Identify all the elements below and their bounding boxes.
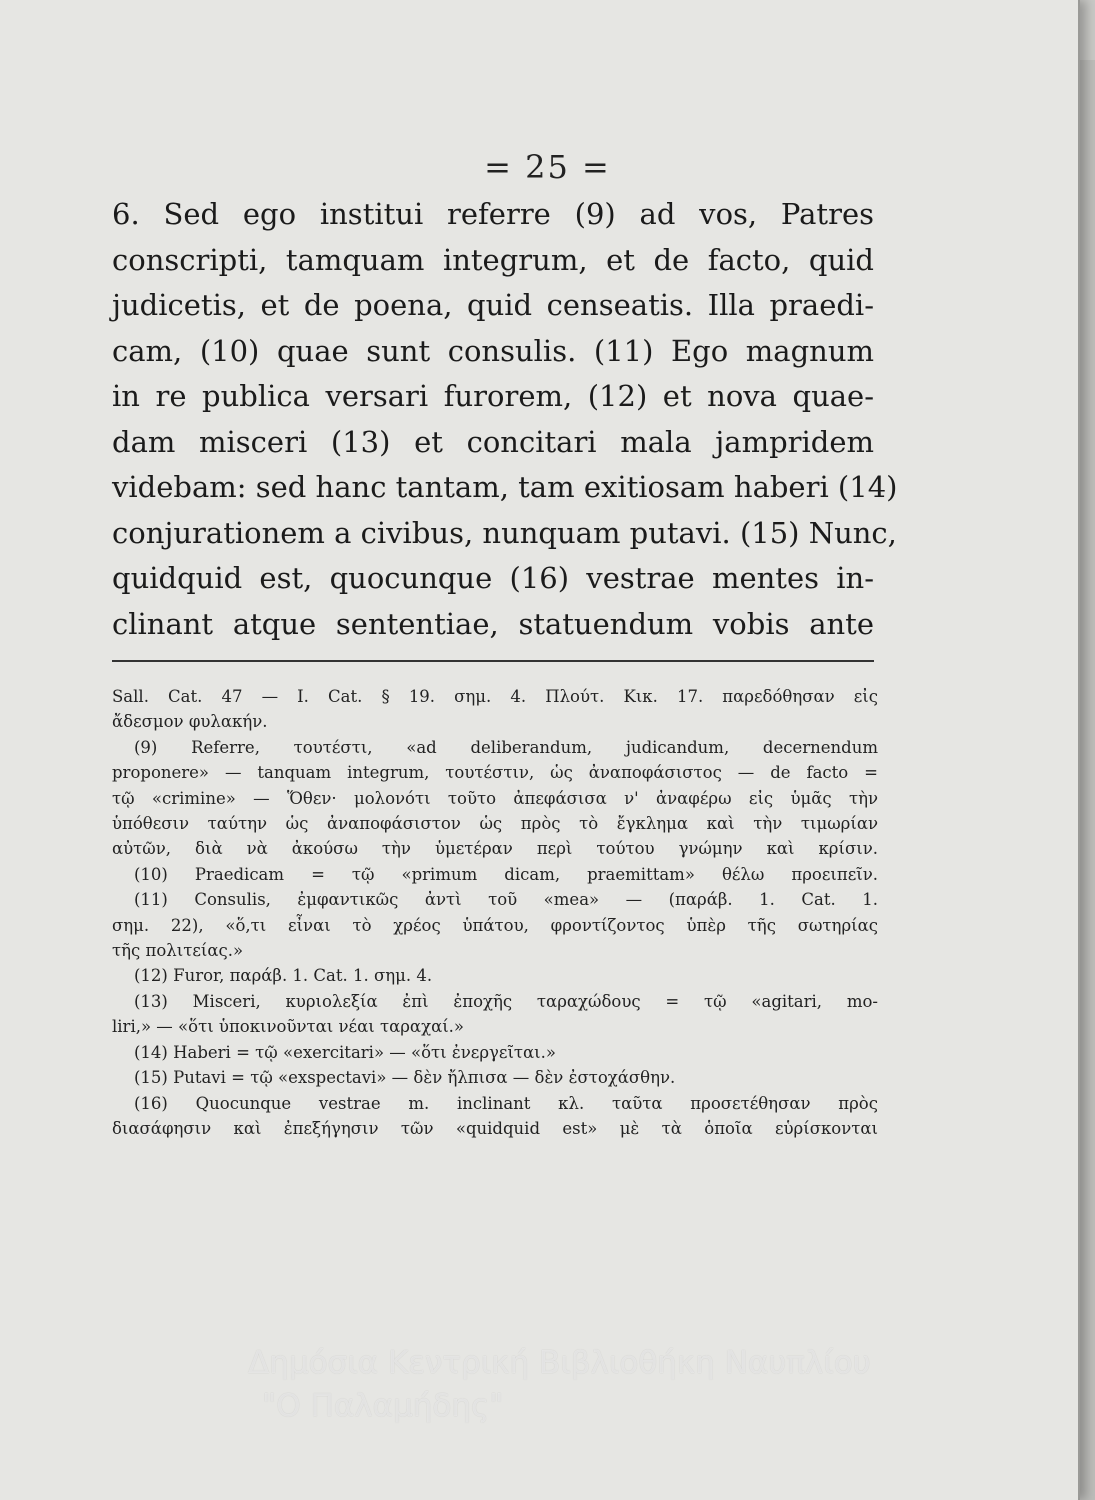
watermark-line: "Ο Παλαμήδης"	[262, 1388, 504, 1424]
footnote-line: σημ. 22), «ὅ,τι εἶναι τὸ χρέος ὑπάτου, φροντίζοντος ὑπὲρ τῆς σωτηρίας	[112, 915, 878, 935]
text-line: judicetis, et de poena, quid censeatis. Illa praedi-	[112, 288, 874, 322]
footnotes	[112, 684, 878, 1141]
text-line: cam, (10) quae sunt consulis. (11) Ego magnum	[112, 333, 874, 368]
text-line: conscripti, tamquam integrum, et de facto, quid	[112, 242, 874, 277]
footnote-line: (10) Praedicam = τῷ «primum dicam, praemittam» θέλω προειπεῖν.	[134, 864, 878, 884]
footnote-line: αὐτῶν, διὰ νὰ ἀκούσω τὴν ὑμετέραν περὶ τούτου γνώμην καὶ κρίσιν.	[112, 839, 878, 859]
page-number: = 25 =	[484, 148, 611, 186]
footnote-line: (11) Consulis, ἐμφαντικῶς ἀντὶ τοῦ «mea» — (παράβ. 1. Cat. 1.	[134, 890, 878, 910]
footnote-line: Sall. Cat. 47 — I. Cat. § 19. σημ. 4. Πλούτ. Κικ. 17. παρεδόθησαν εἰς	[112, 687, 878, 706]
footnote-line: (16) Quocunque vestrae m. inclinant κλ. ταῦτα προσετέθησαν πρὸς	[134, 1093, 878, 1113]
footnote-line: (15) Putavi = τῷ «exspectavi» — δὲν ἤλπισα — δὲν ἐστοχάσθην.	[134, 1068, 676, 1088]
text-line: dam misceri (13) et concitari mala jampridem	[112, 424, 874, 459]
text-line: in re publica versari furorem, (12) et nova quae-	[112, 379, 874, 413]
footnote-line: ὑπόθεσιν ταύτην ὡς ἀναποφάσιστον ὡς πρὸς τὸ ἔγκλημα καὶ τὴν τιμωρίαν	[112, 814, 878, 834]
main-latin-text	[112, 192, 898, 647]
text-line: videbam: sed hanc tantam, tam exitiosam haberi (14)	[112, 470, 898, 504]
footnote-divider	[112, 660, 874, 662]
footnote-line: proponere» — tanquam integrum, τουτέστιν, ὡς ἀναποφάσιστος — de facto =	[112, 763, 878, 783]
library-watermark	[248, 1342, 1048, 1428]
text-line: quidquid est, quocunque (16) vestrae mentes in-	[112, 561, 874, 595]
footnote-line: (9) Referre, τουτέστι, «ad deliberandum, judicandum, decernendum	[134, 737, 878, 757]
footnote-line: τῷ «crimine» — Ὅθεν· μολονότι τοῦτο ἀπεφάσισα ν' ἀναφέρω εἰς ὑμᾶς τὴν	[112, 788, 878, 808]
footnote-line: διασάφησιν καὶ ἐπεξήγησιν τῶν «quidquid est» μὲ τὰ ὁποῖα εὑρίσκονται	[112, 1118, 878, 1138]
footnote-line: ἄδεσμον φυλακήν.	[112, 712, 268, 732]
text-line: conjurationem a civibus, nunquam putavi. (15) Nunc,	[112, 515, 897, 550]
footnote-line: liri,» — «ὅτι ὑποκινοῦνται νέαι ταραχαί.»	[112, 1017, 465, 1037]
footnote-line: (13) Misceri, κυριολεξία ἐπὶ ἐποχῆς ταραχώδους = τῷ «agitari, mo-	[134, 991, 878, 1011]
text-line: 6. Sed ego institui referre (9) ad vos, Patres	[112, 197, 874, 231]
footnote-line: (14) Haberi = τῷ «exercitari» — «ὅτι ἐνεργεῖται.»	[134, 1042, 556, 1062]
footnote-line: τῆς πολιτείας.»	[112, 941, 244, 961]
watermark-line: Δημόσια Κεντρική Βιβλιοθήκη Ναυπλίου	[248, 1345, 871, 1381]
footnote-line: (12) Furor, παράβ. 1. Cat. 1. σημ. 4.	[134, 966, 433, 986]
text-line: clinant atque sententiae, statuendum vobis ante	[112, 606, 874, 641]
